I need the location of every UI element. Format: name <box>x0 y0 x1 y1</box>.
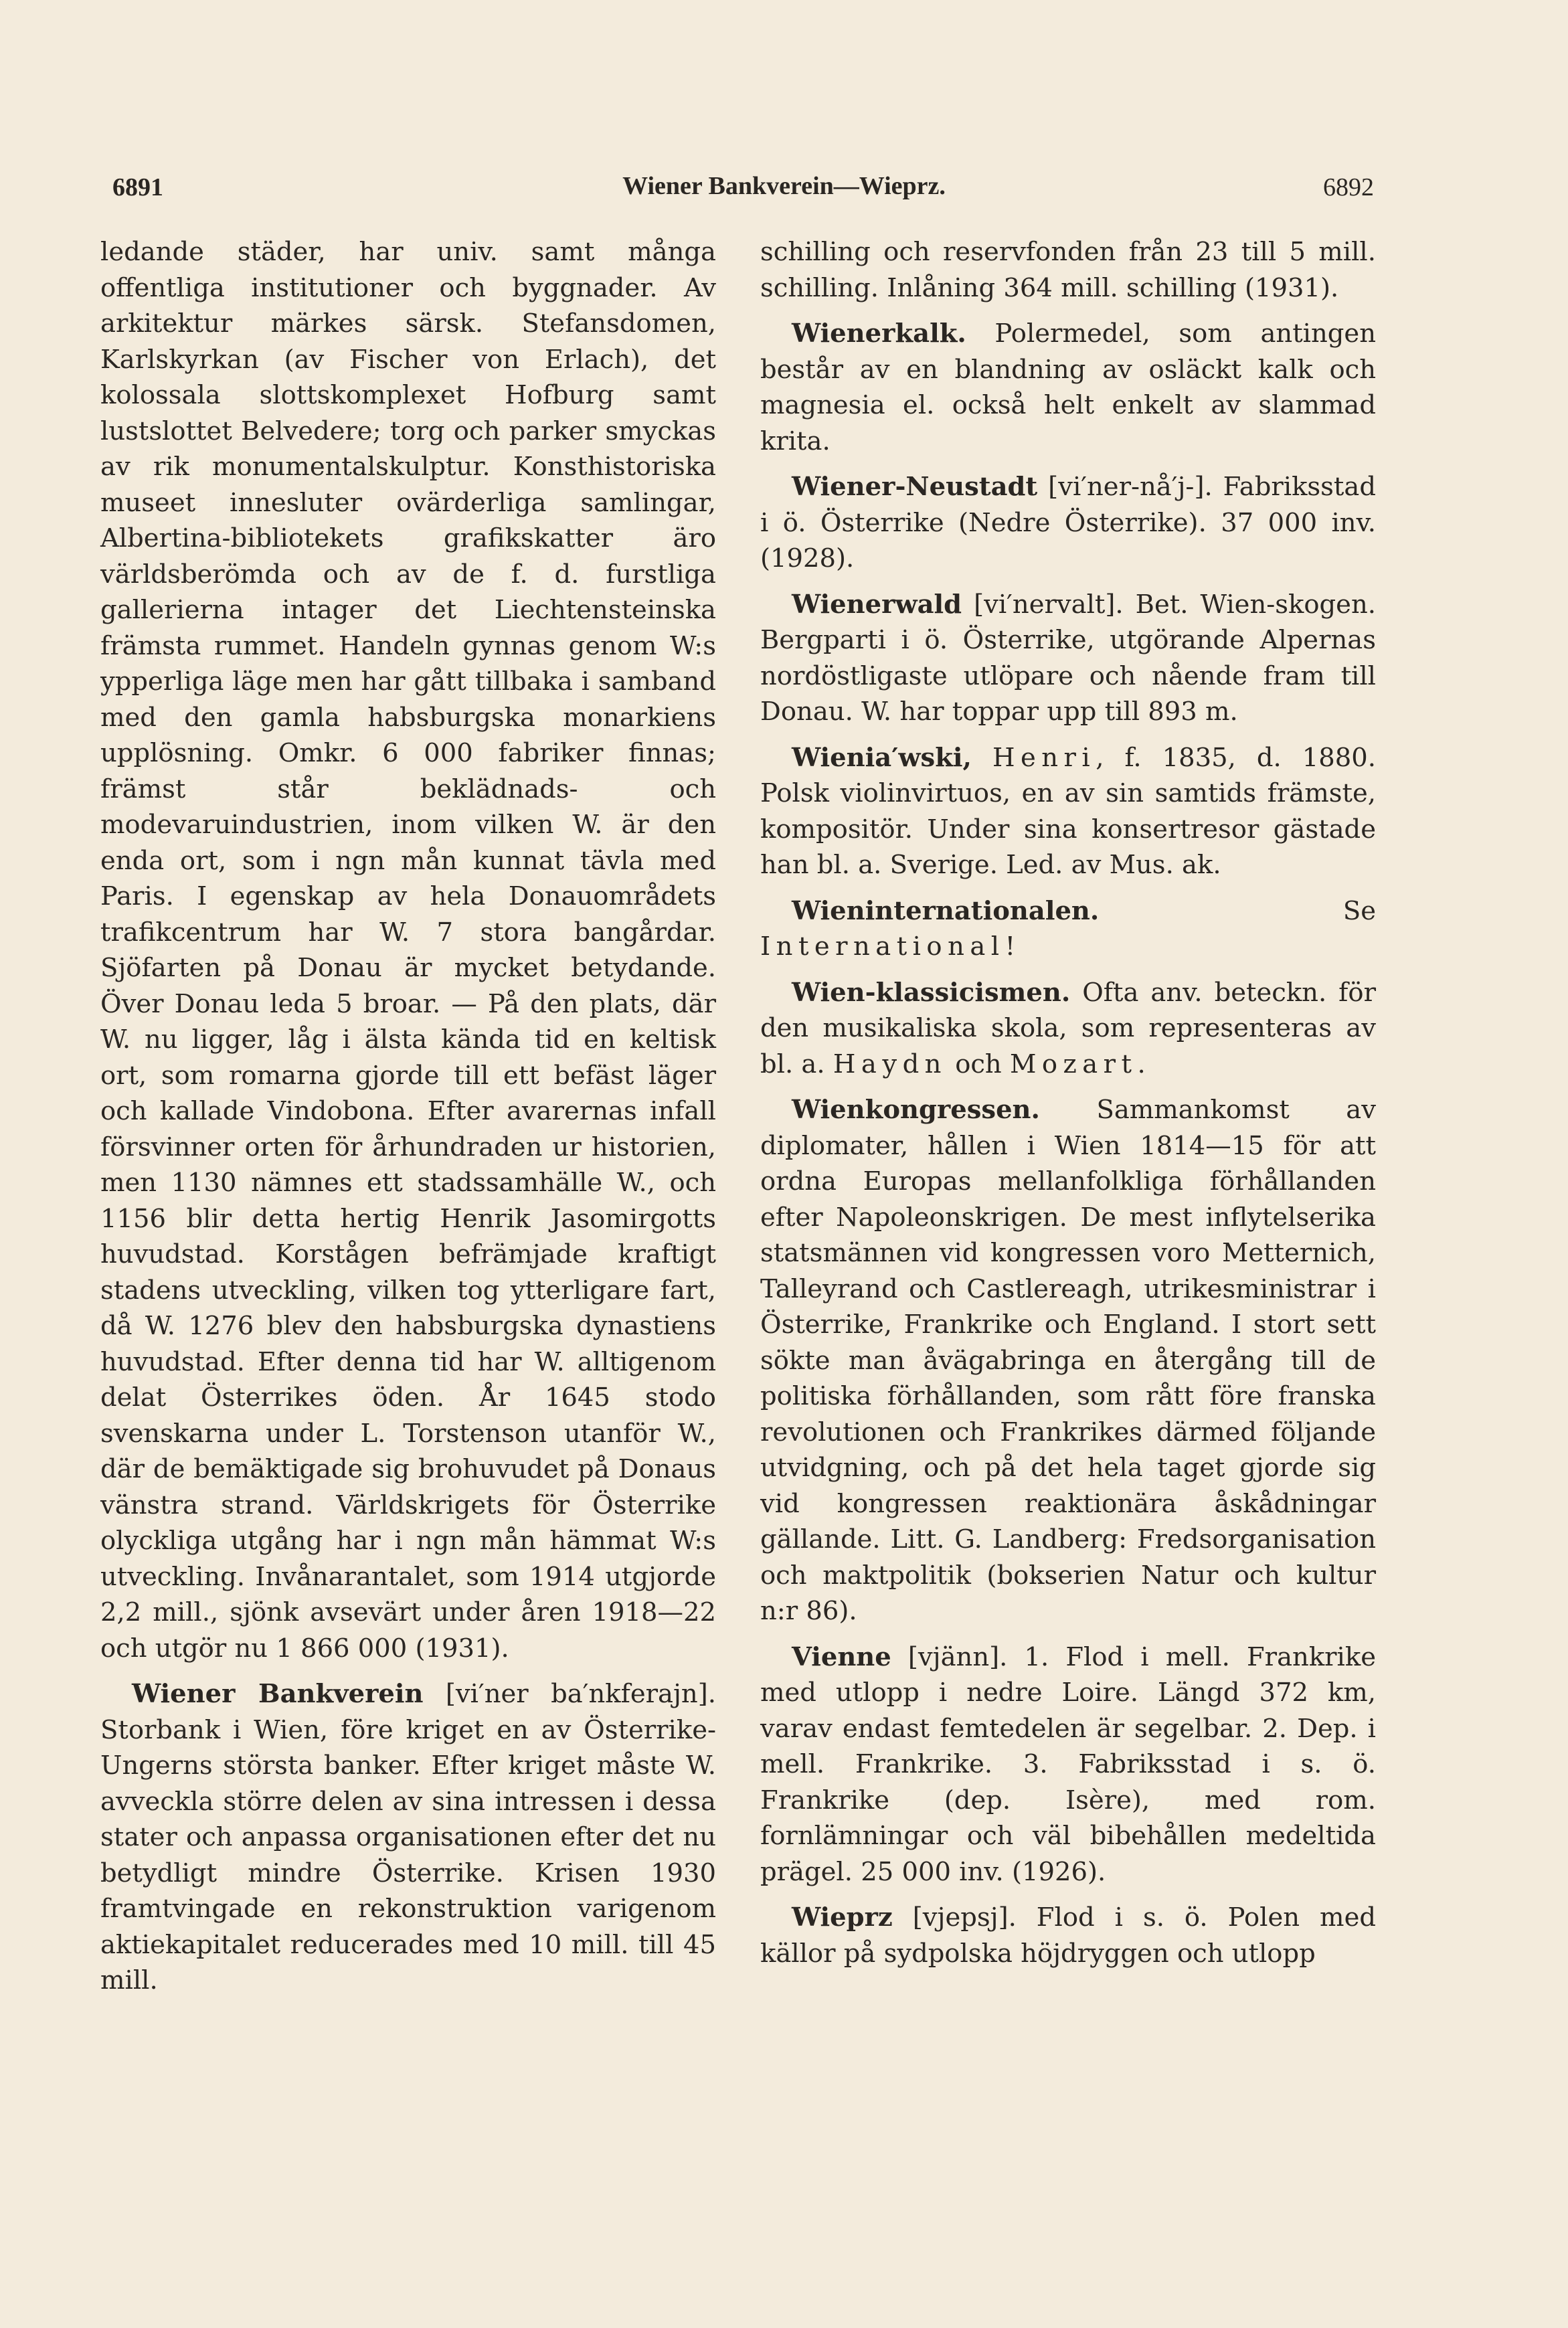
entry-wieprz <box>760 1900 1376 1971</box>
entry-text: Sammankomst av diplomater, hållen i Wien 1814—15 för att ordna Europas mellanfolkliga förhållanden efter Napoleonskrigen. De mest inflytelserika statsmännen vid kongressen voro Metternich, Talleyrand och Castlereagh, utrikesministrar i Österrike, Frankrike och England. I stort sett sökte man åvägabringa en återgång till de politiska förhållanden, som rått före franska revolutionen och Frankrikes därmed följande utvidgning, och på det hela taget gjorde sig vid kongressen reaktionära åskådningar gällande. Litt. G. Landberg: Fredsorganisation och maktpolitik (bokserien Natur och kultur n:r 86). <box>760 1095 1376 1626</box>
headword: Wienerkalk. <box>792 319 966 349</box>
entry-text: och <box>946 1049 1010 1079</box>
entry-text: . <box>1137 1049 1146 1079</box>
spaced-name: Haydn <box>833 1049 947 1079</box>
entry-text: [vjepsj]. Flod i s. ö. Polen med källor på sydpolska höjdryggen och utlopp <box>760 1902 1376 1969</box>
spaced-name: Mozart <box>1009 1049 1138 1079</box>
entry-text: [vjänn]. 1. Flod i mell. Frankrike med utlopp i nedre Loire. Längd 372 km, varav endast femtedelen är segelbar. 2. Dep. i mell. Frankrike. 3. Fabriksstad i s. ö. Frankrike (dep. Isère), med rom. fornlämningar och väl bibehållen medeltida prägel. 25 000 inv. (1926). <box>760 1641 1376 1887</box>
headword: Wieninternationalen. <box>792 895 1100 926</box>
entry-vienne <box>760 1639 1376 1890</box>
left-column <box>100 234 716 1999</box>
running-title: Wiener Bankverein—Wieprz. <box>622 172 946 200</box>
headword: Wienia′wski, <box>792 742 972 773</box>
headword: Wiener-Neustadt <box>792 472 1038 502</box>
entry-text: ! <box>1005 931 1016 962</box>
entry-text: [vi′ner-nå′j-]. Fabriksstad i ö. Österrike (Nedre Österrike). 37 000 inv. (1928). <box>760 472 1376 573</box>
entry-wieninternationalen <box>760 893 1376 965</box>
entry-text: Se <box>1099 895 1376 926</box>
right-column <box>760 234 1376 1971</box>
headword: Wieprz <box>792 1902 893 1933</box>
headword: Wiener Bankverein <box>132 1679 424 1709</box>
headword: Wienerwald <box>792 589 962 620</box>
headword: Wienkongressen. <box>792 1095 1040 1125</box>
entry-wieniawski <box>760 740 1376 883</box>
entry-text: [vi′ner ba′nkferajn]. Storbank i Wien, före kriget en av Österrike-Ungerns största banker. Efter kriget måste W. avveckla större delen av sina intressen i dessa stater och anpassa organisationen efter det nu betydligt mindre Österrike. Krisen 1930 framtvingade en rekonstruktion varigenom aktiekapitalet reducerades med 10 mill. till 45 mill. <box>100 1679 716 1995</box>
headword: Vienne <box>792 1641 891 1672</box>
page-number-left: 6891 <box>112 173 163 201</box>
entry-text: Polermedel, som antingen består av en blandning av osläckt kalk och magnesia el. också helt enkelt av slammad krita. <box>760 319 1376 456</box>
entry-text: [vi′nervalt]. Bet. Wien-skogen. Bergparti i ö. Österrike, utgörande Alpernas nordöstligaste utlöpare och nående fram till Donau. W. har toppar upp till 893 m. <box>760 589 1376 727</box>
entry-wiener-bankverein-continued: schilling och reservfonden från 23 till 5 mill. schilling. Inlåning 364 mill. schilling (1931). <box>760 237 1376 303</box>
entry-wienerkalk <box>760 316 1376 459</box>
entry-text: , f. 1835, d. 1880. Polsk violinvirtuos, en av sin samtids främste, kompositör. Under sina konsertresor gästade han bl. a. Sverige. Led. av Mus. ak. <box>760 742 1377 880</box>
page-number-right: 6892 <box>1323 173 1374 201</box>
entry-text: Ofta anv. beteckn. för den musikaliska skola, som representeras av bl. a. <box>760 977 1376 1079</box>
entry-wienkongressen <box>760 1092 1376 1629</box>
spaced-name: Henri <box>992 742 1096 773</box>
entry-wiener-neustadt <box>760 469 1376 577</box>
entry-wien-klassicismen <box>760 975 1376 1083</box>
page-header <box>0 167 1568 214</box>
cross-reference: International <box>760 931 1005 962</box>
entry-wienerwald <box>760 587 1376 730</box>
entry-wiener-bankverein <box>100 1676 716 1999</box>
entry-wien-continued: ledande städer, har univ. samt många offentliga institutioner och byggnader. Av arkitektur märkes särsk. Stefansdomen, Karlskyrkan (av Fischer von Erlach), det kolossala slottskomplexet Hofburg samt lustslottet Belvedere; torg och parker smyckas av rik monumentalskulptur. Konsthistoriska museet innesluter ovärderliga samlingar, Albertina-bibliotekets grafikskatter äro världsberömda och av de f. d. furstliga gallerierna intager det Liechtensteinska främsta rummet. Handeln gynnas genom W:s ypperliga läge men har gått tillbaka i samband med den gamla habsburgska monarkiens upplösning. Omkr. 6 000 fabriker finnas; främst står beklädnads- och modevaruindustrien, inom vilken W. är den enda ort, som i ngn mån kunnat tävla med Paris. I egenskap av hela Donauområdets trafikcentrum har W. 7 stora bangårdar. Sjöfarten på Donau är mycket betydande. Över Donau leda 5 broar. — På den plats, där W. nu ligger, låg i älsta kända tid en keltisk ort, som romarna gjorde till ett befäst läger och kallade Vindobona. Efter avarernas infall försvinner orten för århundraden ur historien, men 1130 nämnes ett stadssamhälle W., och 1156 blir detta hertig Henrik Jasomirgotts huvudstad. Korstågen befrämjade kraftigt stadens utveckling, vilken tog ytterligare fart, då W. 1276 blev den habsburgska dynastiens huvudstad. Efter denna tid har W. alltigenom delat Österrikes öden. År 1645 stodo svenskarna under L. Torstenson utanför W., där de bemäktigade sig brohuvudet på Donaus vänstra strand. Världskrigets för Österrike olyckliga utgång har i ngn mån hämmat W:s utveckling. Invånarantalet, som 1914 utgjorde 2,2 mill., sjönk avsevärt under åren 1918—22 och utgör nu 1 866 000 (1931). <box>100 237 716 1664</box>
headword: Wien-klassicismen. <box>792 977 1071 1008</box>
